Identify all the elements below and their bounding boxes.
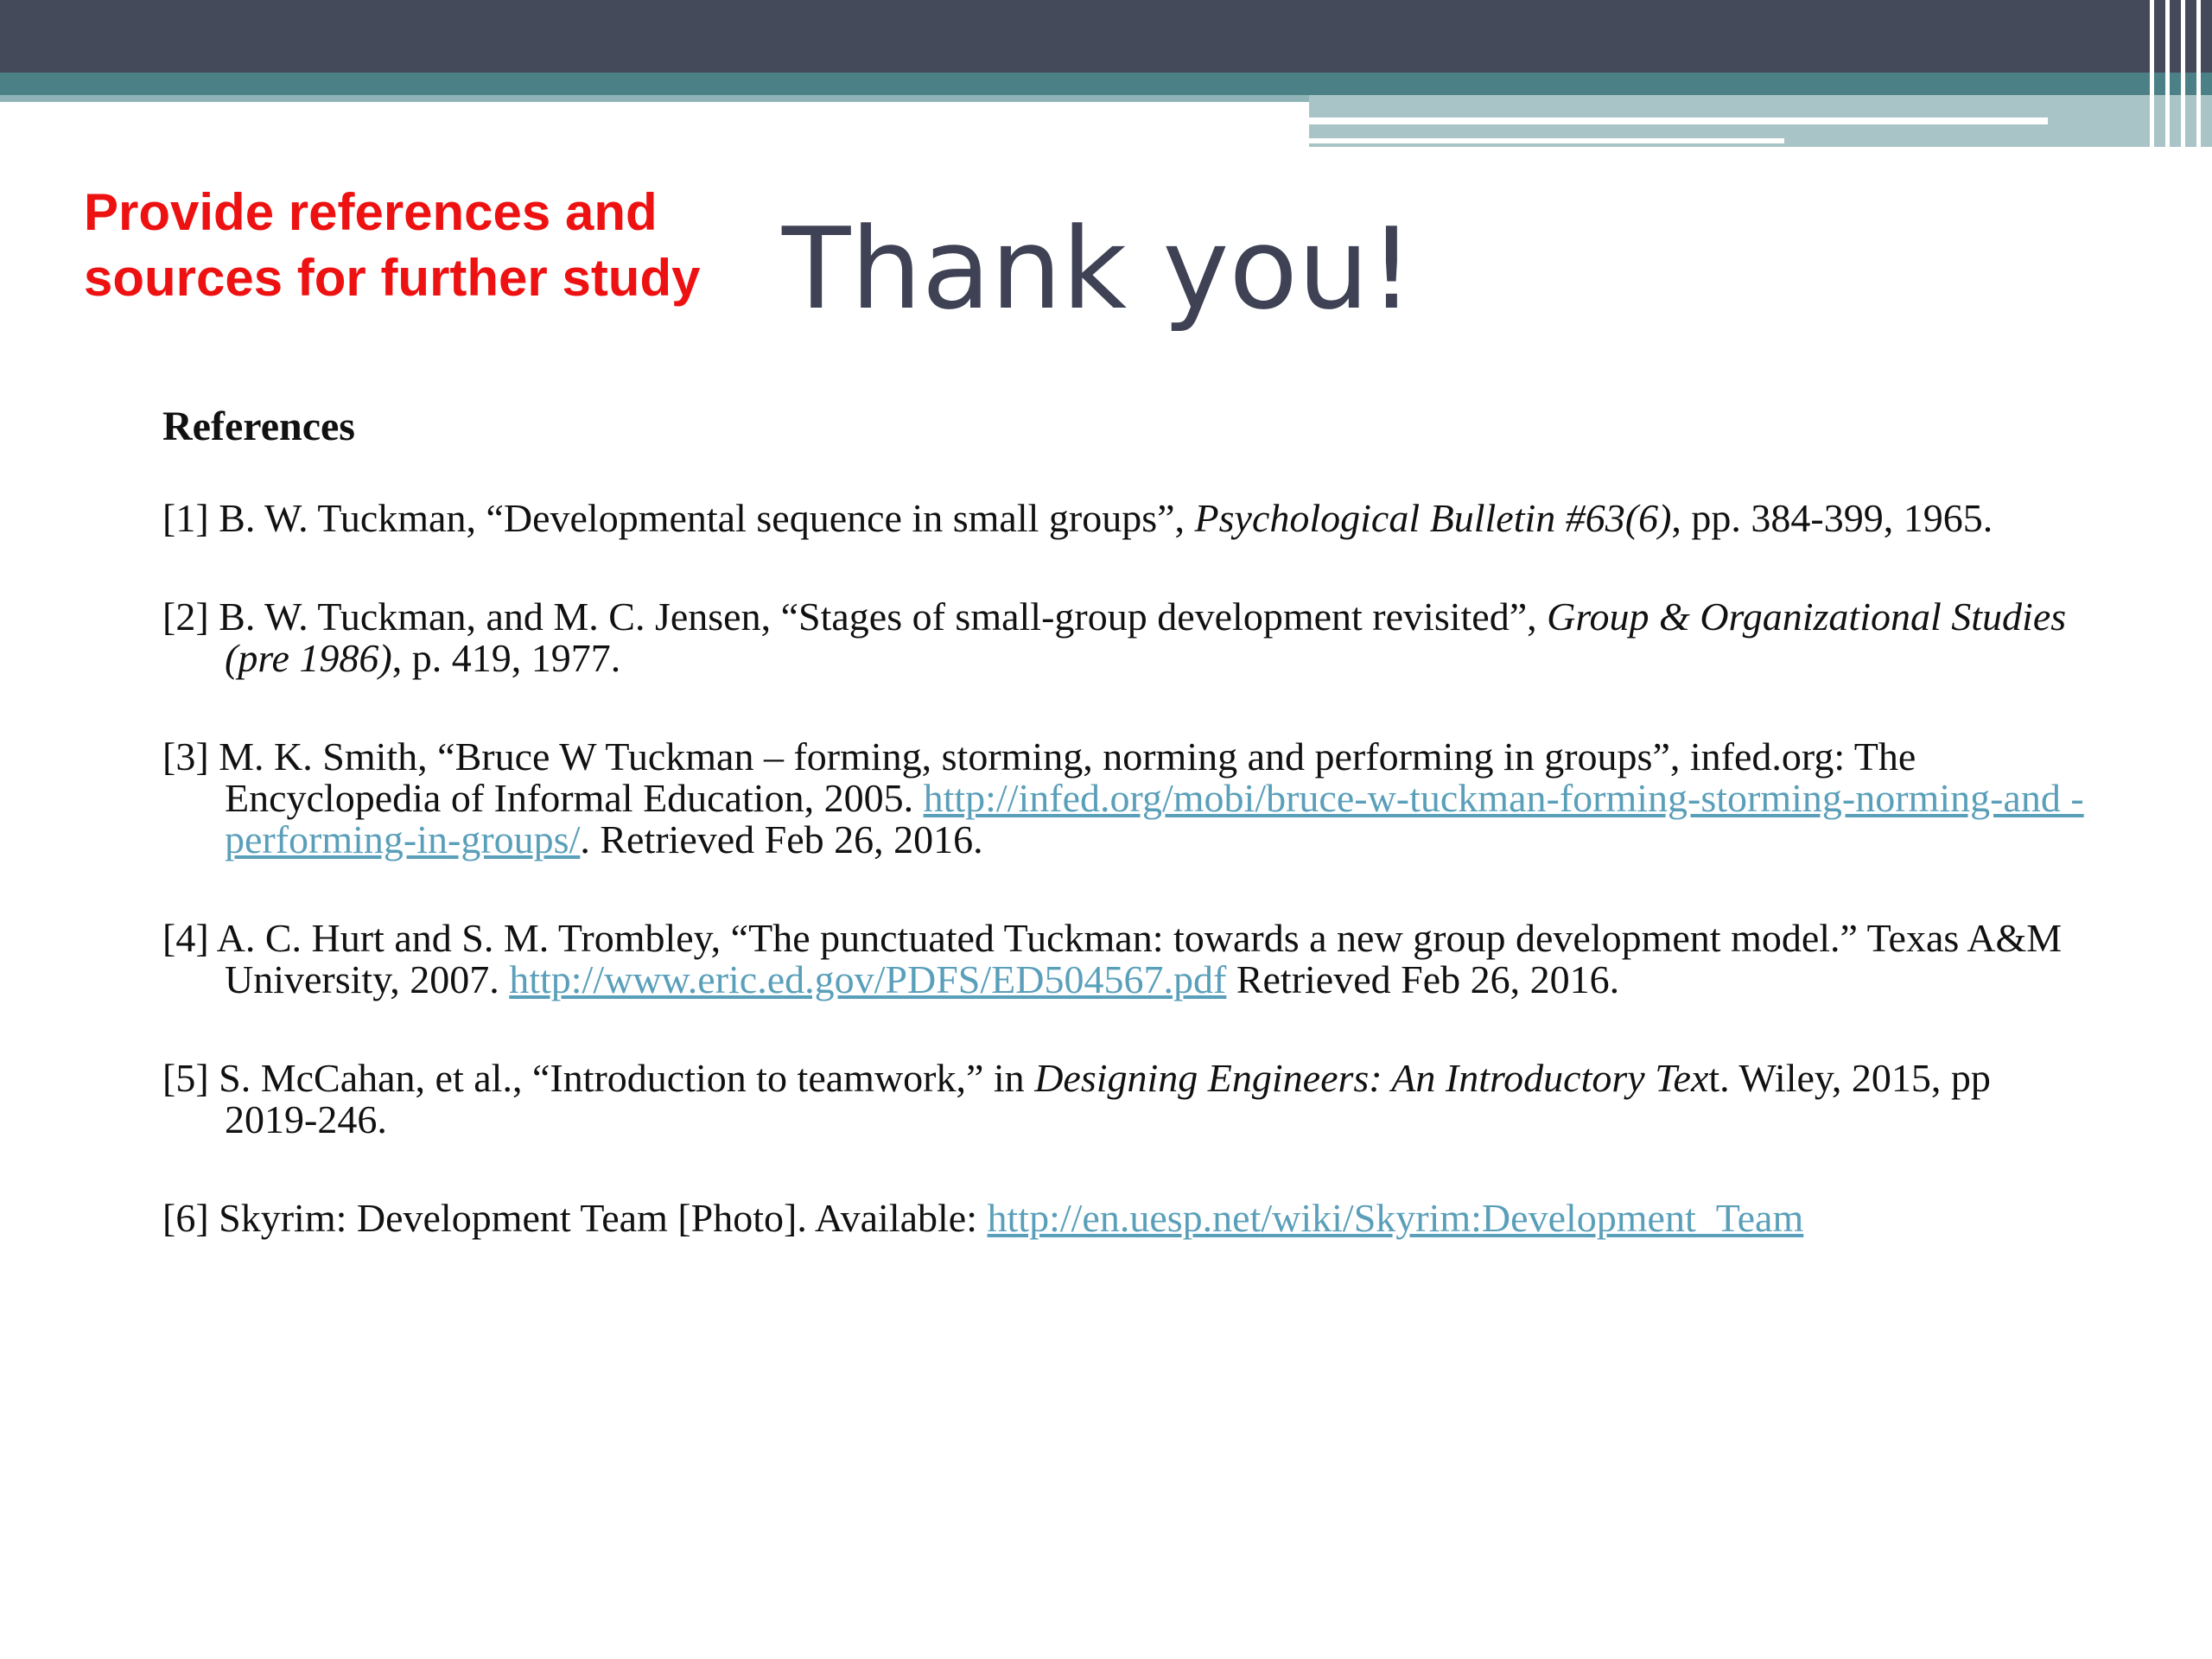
- reference-text: A. C. Hurt and S. M. Trombley, “The punctuated Tuckman: towards a new group development model.” Texas A&M University, 2007.: [208, 916, 2063, 1001]
- reference-text: . Retrieved Feb 26, 2016.: [580, 817, 983, 861]
- reference-item: [162, 736, 2089, 861]
- header-stripe: [2196, 0, 2201, 149]
- reference-source: Group & Organizational Studies (pre 1986): [225, 594, 2067, 680]
- callout-line: Provide references and: [84, 183, 658, 241]
- header-band-right-line: [1309, 138, 1784, 143]
- reference-text: S. McCahan, et al., “Introduction to teamwork,” in: [208, 1056, 1035, 1100]
- reference-source: Designing Engineers: An Introductory Tex: [1034, 1056, 1709, 1100]
- reference-link[interactable]: http://www.eric.ed.gov/PDFS/ED504567.pdf: [509, 957, 1227, 1001]
- reference-text: , p. 419, 1977.: [391, 636, 621, 680]
- reference-link[interactable]: http://en.uesp.net/wiki/Skyrim:Development_Team: [987, 1196, 1804, 1240]
- header-stripe: [2165, 0, 2170, 149]
- reference-text: B. W. Tuckman, “Developmental sequence in small groups”,: [208, 496, 1195, 540]
- references-section: [162, 406, 2089, 1296]
- reference-number: [4]: [162, 916, 209, 960]
- reference-number: [3]: [162, 734, 209, 779]
- callout-note: [84, 180, 700, 311]
- reference-item: [162, 498, 2089, 539]
- reference-text: t. Wiley, 2015, pp 2019-246.: [225, 1056, 1991, 1141]
- reference-item: [162, 1058, 2089, 1141]
- reference-number: [1]: [162, 496, 209, 540]
- reference-item: [162, 1198, 2089, 1239]
- header-band-right-line: [1309, 118, 2048, 124]
- reference-source: Psychological Bulletin #63(6): [1194, 496, 1672, 540]
- header-band-teal: [0, 73, 2212, 95]
- slide-title: Thank you!: [782, 203, 1414, 334]
- references-heading: References: [162, 404, 355, 449]
- reference-text: , pp. 384-399, 1965.: [1671, 496, 1993, 540]
- header-stripe: [2181, 0, 2185, 149]
- reference-number: [2]: [162, 594, 209, 639]
- reference-text: Retrieved Feb 26, 2016.: [1226, 957, 1620, 1001]
- callout-line: sources for further study: [84, 249, 701, 307]
- reference-link[interactable]: http://infed.org/mobi/bruce-w-tuckman-forming-storming-norming-and -performing-in-groups/: [225, 776, 2084, 861]
- header-stripe: [2150, 0, 2154, 149]
- header-band-dark: [0, 0, 2212, 73]
- reference-text: M. K. Smith, “Bruce W Tuckman – forming, storming, norming and performing in groups”, infed.org: The Encyclopedia of Informal Education, 2005.: [208, 734, 1916, 820]
- header-band-thin: [0, 95, 1309, 102]
- reference-number: [6]: [162, 1196, 209, 1240]
- reference-item: [162, 918, 2089, 1001]
- reference-text: B. W. Tuckman, and M. C. Jensen, “Stages of small-group development revisited”,: [208, 594, 1548, 639]
- reference-number: [5]: [162, 1056, 209, 1100]
- reference-text: Skyrim: Development Team [Photo]. Available:: [208, 1196, 988, 1240]
- reference-item: [162, 596, 2089, 679]
